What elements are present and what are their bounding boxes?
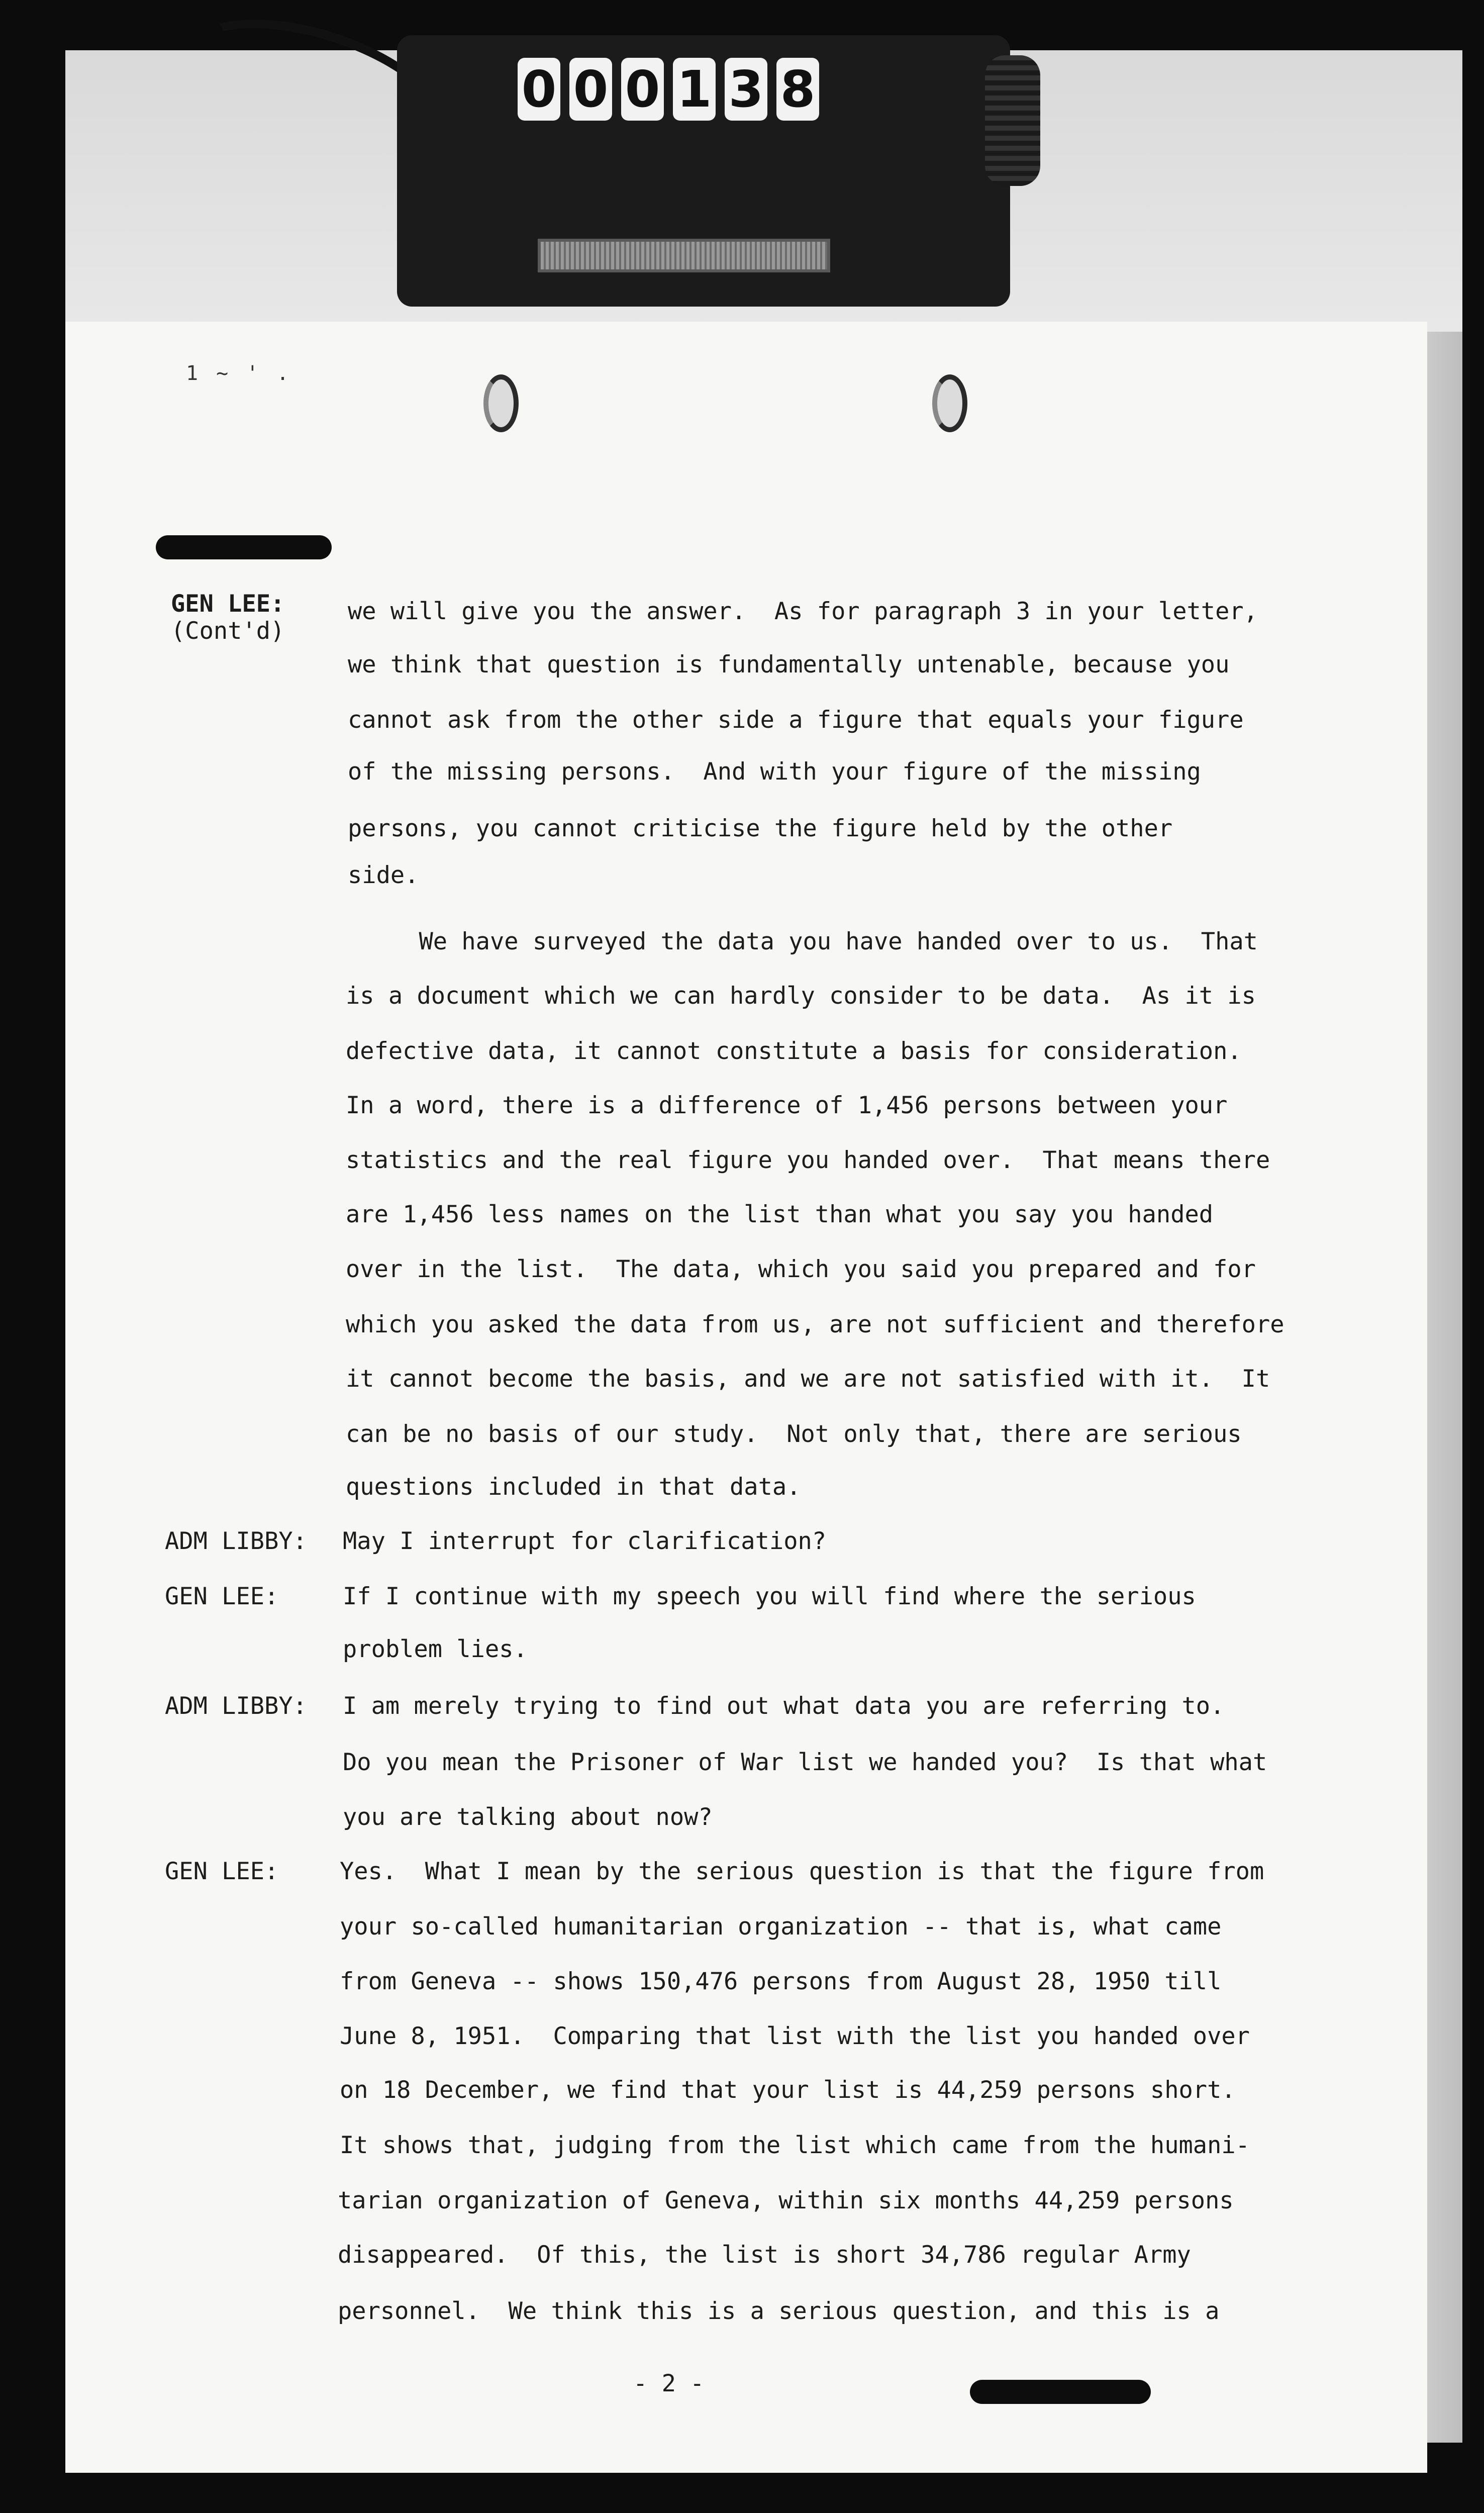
speaker-label: GEN LEE:	[171, 590, 285, 618]
counter-digit: 0	[569, 58, 612, 121]
punch-hole	[483, 374, 519, 432]
counter-digit: 8	[776, 58, 819, 121]
body-line: over in the list. The data, which you said you prepared and for	[346, 1255, 1256, 1283]
page-number: - 2 -	[633, 2370, 705, 2397]
body-line: May I interrupt for clarification?	[343, 1527, 827, 1555]
body-line: can be no basis of our study. Not only that, there are serious	[346, 1420, 1242, 1448]
body-line: you are talking about now?	[343, 1803, 713, 1831]
body-line: Yes. What I mean by the serious question is that the figure from	[340, 1858, 1264, 1885]
speaker-label: ADM LIBBY:	[165, 1692, 307, 1720]
body-line: disappeared. Of this, the list is short 34,786 regular Army	[338, 2241, 1191, 2269]
body-line: cannot ask from the other side a figure that equals your figure	[348, 706, 1244, 734]
margin-mark: 1 ~ ' .	[186, 362, 292, 385]
body-line: of the missing persons. And with your figure of the missing	[348, 758, 1201, 786]
body-line: It shows that, judging from the list which came from the humani-	[340, 2132, 1250, 2159]
body-line: your so-called humanitarian organization -- that is, what came	[340, 1913, 1222, 1941]
counter-knob	[985, 55, 1040, 186]
speaker-label: GEN LEE:	[165, 1583, 279, 1610]
counter-digit: 0	[621, 58, 664, 121]
body-line: personnel. We think this is a serious question, and this is a	[338, 2297, 1220, 2325]
frame-counter-digits	[518, 58, 819, 123]
speaker-continued: (Cont'd)	[171, 617, 285, 645]
counter-digit: 1	[673, 58, 716, 121]
body-line: Do you mean the Prisoner of War list we handed you? Is that what	[343, 1749, 1267, 1776]
body-line: June 8, 1951. Comparing that list with the list you handed over	[340, 2022, 1250, 2050]
redaction-bar	[156, 535, 332, 559]
speaker-label: GEN LEE:	[165, 1858, 279, 1885]
body-line: which you asked the data from us, are not sufficient and therefore	[346, 1311, 1284, 1338]
redaction-bar	[970, 2380, 1151, 2404]
counter-digit: 0	[518, 58, 560, 121]
body-line: are 1,456 less names on the list than what you say you handed	[346, 1201, 1214, 1228]
body-line: questions included in that data.	[346, 1473, 801, 1501]
body-line: we think that question is fundamentally untenable, because you	[348, 651, 1230, 679]
body-line: is a document which we can hardly consider to be data. As it is	[346, 982, 1256, 1010]
body-line: If I continue with my speech you will find where the serious	[343, 1583, 1196, 1610]
body-line: tarian organization of Geneva, within six months 44,259 persons	[338, 2187, 1234, 2214]
body-line: we will give you the answer. As for paragraph 3 in your letter,	[348, 598, 1258, 625]
counter-nameplate	[538, 239, 830, 272]
body-line: statistics and the real figure you handed over. That means there	[346, 1146, 1270, 1174]
body-line: I am merely trying to find out what data you are referring to.	[343, 1692, 1225, 1720]
body-line: side.	[348, 861, 419, 889]
body-line: problem lies.	[343, 1635, 528, 1663]
body-line: on 18 December, we find that your list is 44,259 persons short.	[340, 2076, 1236, 2104]
body-line: persons, you cannot criticise the figure held by the other	[348, 815, 1173, 842]
body-line: it cannot become the basis, and we are not satisfied with it. It	[346, 1365, 1270, 1393]
body-line: We have surveyed the data you have handed over to us. That	[348, 928, 1258, 955]
speaker-label: ADM LIBBY:	[165, 1527, 307, 1555]
body-line: from Geneva -- shows 150,476 persons from August 28, 1950 till	[340, 1968, 1222, 1995]
counter-digit: 3	[725, 58, 767, 121]
body-line: In a word, there is a difference of 1,456 persons between your	[346, 1092, 1228, 1119]
punch-hole	[932, 374, 967, 432]
body-line: defective data, it cannot constitute a basis for consideration.	[346, 1037, 1242, 1065]
